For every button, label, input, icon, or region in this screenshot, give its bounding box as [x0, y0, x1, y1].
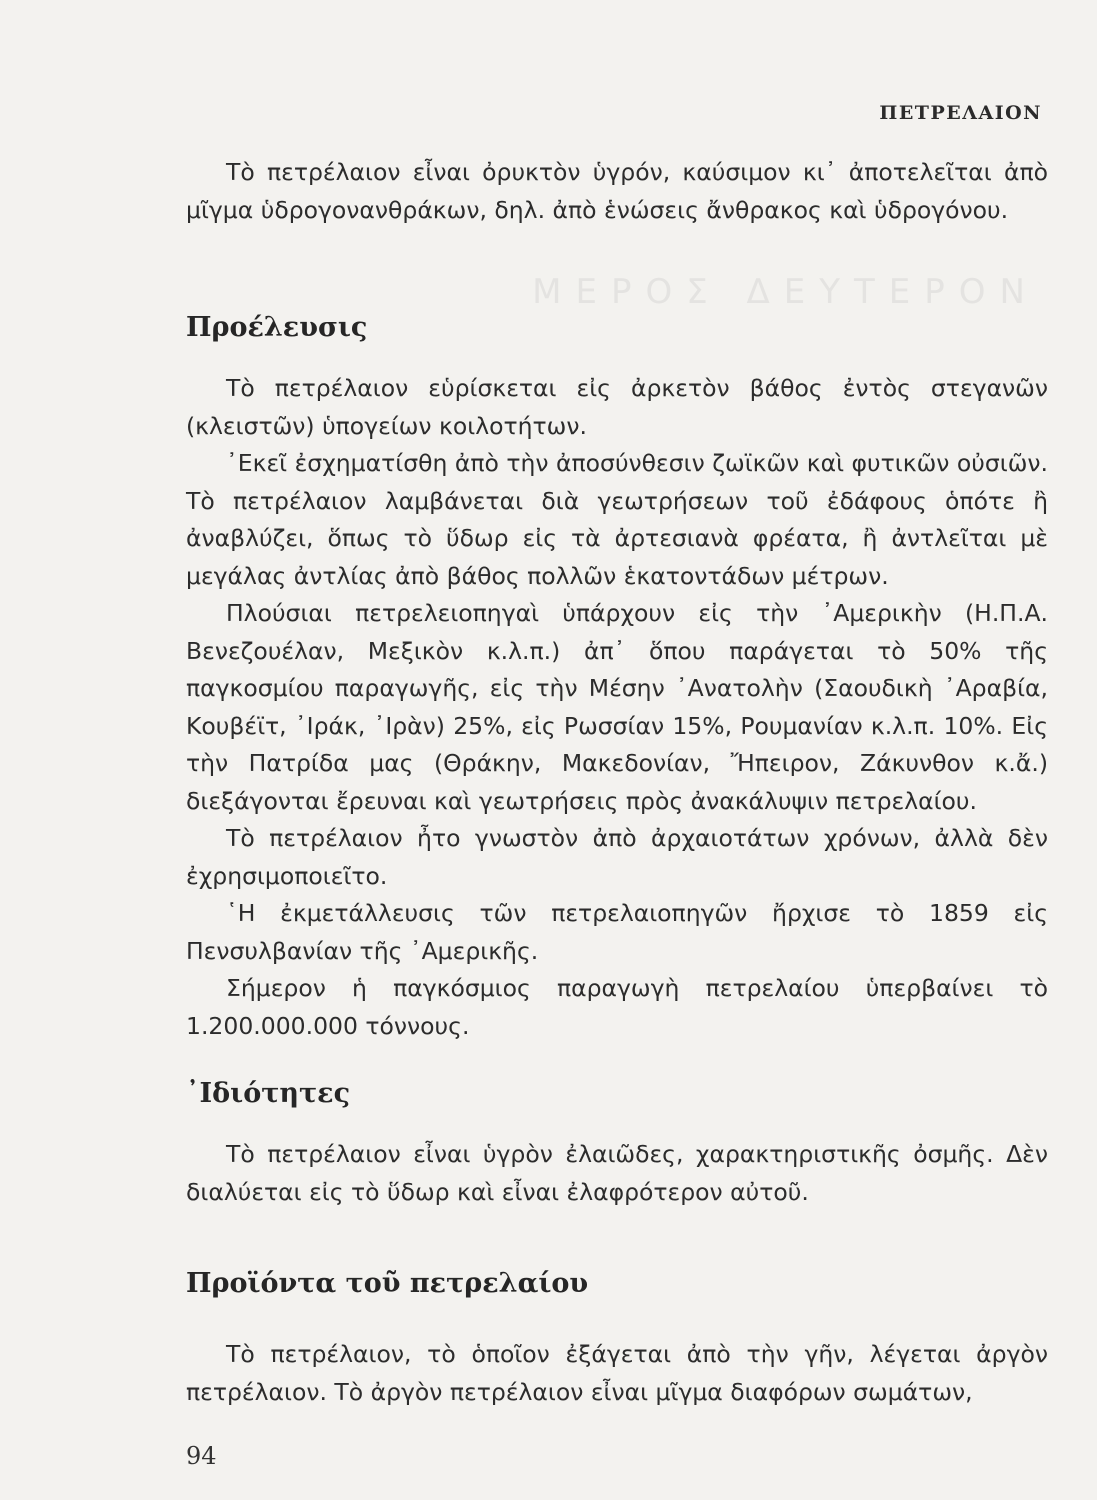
- intro-block: [186, 154, 1048, 229]
- paragraph: ῾Η ἐκμετάλλευσις τῶν πετρελαιοπηγῶν ἤρχισε τὸ 1859 εἰς Πενσυλβανίαν τῆς ᾽Αμερικῆς.: [186, 899, 1048, 965]
- paragraph: Σήμερον ἡ παγκόσμιος παραγωγὴ πετρελαίου ὑπερβαίνει τὸ 1.200.000.000 τόννους.: [186, 974, 1048, 1040]
- paragraph: Τὸ πετρέλαιον, τὸ ὁποῖον ἐξάγεται ἀπὸ τὴν γῆν, λέγεται ἀργὸν πετρέλαιον. Τὸ ἀργὸν πετρέλαιον εἶναι μῖγμα διαφόρων σωμάτων,: [186, 1340, 1048, 1406]
- paragraph: ᾽Εκεῖ ἐσχηματίσθη ἀπὸ τὴν ἀποσύνθεσιν ζωϊκῶν καὶ φυτικῶν οὐσιῶν. Τὸ πετρέλαιον λαμβάνεται διὰ γεωτρήσεων τοῦ ἐδάφους ὁπότε ἢ ἀναβλύζει, ὅπως τὸ ὕδωρ εἰς τὰ ἀρτεσιανὰ φρέατα, ἢ ἀντλεῖται μὲ μεγάλας ἀντλίας ἀπὸ βάθος πολλῶν ἑκατοντάδων μέτρων.: [186, 449, 1048, 590]
- section-heading-products: Προϊόντα τοῦ πετρελαίου: [186, 1268, 589, 1299]
- bleed-through-text: ΜΕΡΟΣ ΔΕΥΤΕΡΟΝ: [532, 272, 1039, 312]
- paragraph: Τὸ πετρέλαιον εὑρίσκεται εἰς ἀρκετὸν βάθος ἐντὸς στεγανῶν (κλειστῶν) ὑπογείων κοιλοτήτων.: [186, 374, 1048, 440]
- section-heading-origin: Προέλευσις: [186, 312, 368, 343]
- section-origin-body: [186, 370, 1048, 1045]
- paragraph: Πλούσιαι πετρελειοπηγαὶ ὑπάρχουν εἰς τὴν ᾽Αμερικὴν (Η.Π.Α. Βενεζουέλαν, Μεξικὸν κ.λ.π.) ἀπ᾽ ὅπου παράγεται τὸ 50% τῆς παγκοσμίου παραγωγῆς, εἰς τὴν Μέσην ᾽Ανατολὴν (Σαουδικὴ ᾽Αραβία, Κουβέϊτ, ᾽Ιράκ, ᾽Ιρὰν) 25%, εἰς Ρωσσίαν 15%, Ρουμανίαν κ.λ.π. 10%. Εἰς τὴν Πατρίδα μας (Θράκην, Μακεδονίαν, Ἤπειρον, Ζάκυνθον κ.ἄ.) διεξάγονται ἔρευναι καὶ γεωτρήσεις πρὸς ἀνακάλυψιν πετρελαίου.: [186, 599, 1048, 815]
- section-properties-body: [186, 1136, 1048, 1211]
- section-products-body: [186, 1336, 1048, 1411]
- section-heading-properties: ᾽Ιδιότητες: [186, 1078, 351, 1109]
- page-number: 94: [186, 1442, 217, 1470]
- paragraph: Τὸ πετρέλαιον ἦτο γνωστὸν ἀπὸ ἀρχαιοτάτων χρόνων, ἀλλὰ δὲν ἐχρησιμοποιεῖτο.: [186, 824, 1048, 890]
- intro-paragraph: Τὸ πετρέλαιον εἶναι ὀρυκτὸν ὑγρόν, καύσιμον κι᾽ ἀποτελεῖται ἀπὸ μῖγμα ὑδρογονανθράκων, δηλ. ἀπὸ ἑνώσεις ἄνθρακος καὶ ὑδρογόνου.: [186, 158, 1048, 224]
- running-title: ΠΕΤΡΕΛΑΙΟΝ: [879, 102, 1042, 124]
- paragraph: Τὸ πετρέλαιον εἶναι ὑγρὸν ἐλαιῶδες, χαρακτηριστικῆς ὀσμῆς. Δὲν διαλύεται εἰς τὸ ὕδωρ καὶ εἶναι ἐλαφρότερον αὐτοῦ.: [186, 1140, 1048, 1206]
